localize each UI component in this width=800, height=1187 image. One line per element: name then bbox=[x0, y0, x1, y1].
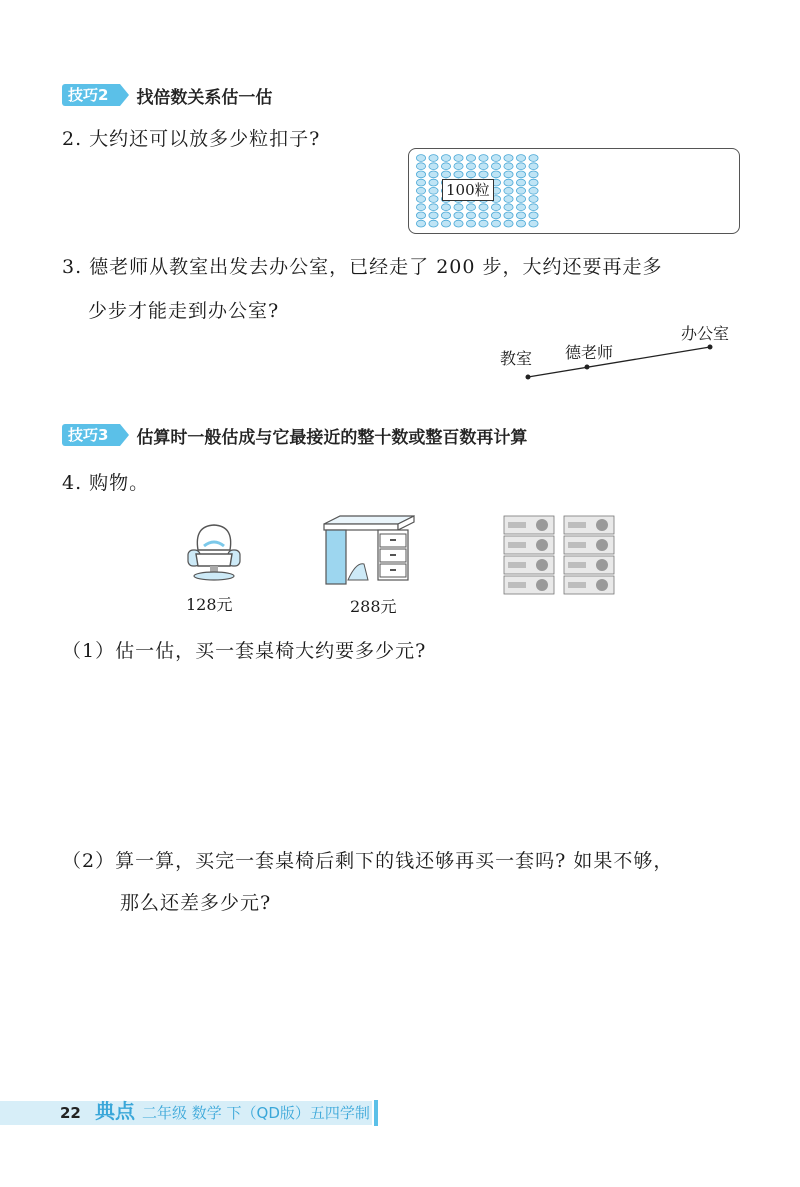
button-dot bbox=[416, 155, 425, 162]
button-dot bbox=[454, 212, 463, 219]
button-dot bbox=[516, 187, 525, 194]
button-dot bbox=[529, 212, 538, 219]
button-dot bbox=[504, 179, 513, 186]
button-dot bbox=[529, 155, 538, 162]
button-dot bbox=[529, 196, 538, 203]
book-title: 二年级 数学 下（QD版）五四学制 bbox=[142, 1104, 370, 1122]
banknote-band bbox=[568, 562, 586, 568]
button-dot bbox=[429, 171, 438, 178]
button-dot bbox=[516, 196, 525, 203]
chair-icon bbox=[184, 520, 244, 582]
button-dot bbox=[529, 187, 538, 194]
button-dot bbox=[491, 212, 500, 219]
button-dot bbox=[466, 204, 475, 211]
button-dot bbox=[491, 155, 500, 162]
button-dot bbox=[516, 212, 525, 219]
button-dot bbox=[416, 196, 425, 203]
banknote-portrait bbox=[596, 579, 608, 591]
banknote-band bbox=[568, 542, 586, 548]
button-dot bbox=[429, 187, 438, 194]
button-dot bbox=[516, 220, 525, 227]
button-dot bbox=[491, 163, 500, 170]
button-dot bbox=[429, 196, 438, 203]
question-3-line-1: 3. 德老师从教室出发去办公室，已经走了 200 步，大约还要再走多 bbox=[62, 256, 663, 278]
banknote-portrait bbox=[536, 579, 548, 591]
banknote-portrait bbox=[596, 539, 608, 551]
button-dot bbox=[441, 220, 450, 227]
tip-3-text: 估算时一般估成与它最接近的整十数或整百数再计算 bbox=[136, 427, 528, 448]
banknote-band bbox=[568, 582, 586, 588]
button-dot bbox=[491, 220, 500, 227]
footer-divider bbox=[374, 1100, 378, 1126]
button-dot bbox=[529, 163, 538, 170]
question-4-title: 4. 购物。 bbox=[62, 472, 150, 494]
button-dot bbox=[466, 171, 475, 178]
button-dot bbox=[441, 155, 450, 162]
tip-2-header bbox=[62, 84, 272, 106]
banknote-band bbox=[508, 562, 526, 568]
page-number: 22 bbox=[60, 1104, 81, 1122]
banknote-band bbox=[508, 522, 526, 528]
banknote-band bbox=[568, 522, 586, 528]
question-4-part-1: （1）估一估，买一套桌椅大约要多少元? bbox=[62, 640, 427, 662]
button-dot bbox=[516, 163, 525, 170]
desk-price: 288元 bbox=[350, 597, 397, 616]
button-dot bbox=[454, 155, 463, 162]
button-dot bbox=[504, 220, 513, 227]
tip-3-header bbox=[62, 424, 527, 446]
button-dot bbox=[454, 220, 463, 227]
button-dot bbox=[454, 163, 463, 170]
button-dot bbox=[529, 171, 538, 178]
button-dot bbox=[504, 187, 513, 194]
banknote-portrait bbox=[596, 519, 608, 531]
question-4-part-2-line-2: 那么还差多少元? bbox=[120, 892, 272, 914]
button-dot bbox=[504, 204, 513, 211]
button-dot bbox=[454, 171, 463, 178]
button-dot bbox=[416, 171, 425, 178]
banknote-portrait bbox=[536, 519, 548, 531]
publisher-logo: 典点 bbox=[95, 1099, 135, 1123]
question-2: 2. 大约还可以放多少粒扣子? bbox=[62, 128, 321, 150]
button-dot bbox=[504, 155, 513, 162]
button-dot bbox=[479, 212, 488, 219]
button-dot bbox=[479, 155, 488, 162]
tip-2-badge: 技巧2 bbox=[62, 84, 120, 106]
button-dot bbox=[416, 187, 425, 194]
button-dot bbox=[466, 212, 475, 219]
question-4-part-2-line-1: （2）算一算，买完一套桌椅后剩下的钱还够再买一套吗? 如果不够， bbox=[62, 850, 674, 872]
button-dot bbox=[479, 171, 488, 178]
button-dot bbox=[466, 155, 475, 162]
label-teacher: 德老师 bbox=[565, 343, 614, 362]
label-classroom: 教室 bbox=[500, 349, 533, 368]
office-point bbox=[708, 345, 713, 350]
tip-2-text: 找倍数关系估一估 bbox=[136, 87, 273, 108]
chair-price: 128元 bbox=[186, 595, 233, 614]
teacher-point bbox=[585, 365, 590, 370]
button-dot bbox=[516, 171, 525, 178]
button-dot bbox=[479, 204, 488, 211]
button-dot bbox=[454, 204, 463, 211]
button-dot bbox=[416, 220, 425, 227]
button-dot bbox=[441, 163, 450, 170]
button-dot bbox=[416, 179, 425, 186]
button-dot bbox=[516, 179, 525, 186]
button-dot bbox=[479, 163, 488, 170]
banknote-portrait bbox=[596, 559, 608, 571]
button-dot bbox=[429, 179, 438, 186]
button-dot bbox=[504, 163, 513, 170]
button-dot bbox=[416, 204, 425, 211]
button-dot bbox=[466, 220, 475, 227]
button-dot bbox=[491, 171, 500, 178]
question-3-line-2: 少步才能走到办公室? bbox=[88, 300, 280, 322]
banknote-portrait bbox=[536, 559, 548, 571]
banknotes-icon bbox=[502, 514, 618, 598]
button-dot bbox=[529, 204, 538, 211]
button-dot bbox=[491, 204, 500, 211]
button-dot bbox=[529, 179, 538, 186]
banknote-band bbox=[508, 582, 526, 588]
button-dot bbox=[429, 204, 438, 211]
path-diagram bbox=[520, 340, 720, 382]
button-dot bbox=[429, 220, 438, 227]
button-dot bbox=[479, 220, 488, 227]
button-dot bbox=[529, 220, 538, 227]
button-dot bbox=[429, 155, 438, 162]
button-dot bbox=[516, 155, 525, 162]
button-dot bbox=[441, 212, 450, 219]
button-dot bbox=[429, 212, 438, 219]
buttons-count-label: 100粒 bbox=[442, 179, 494, 201]
button-dot bbox=[416, 212, 425, 219]
button-dot bbox=[416, 163, 425, 170]
label-office: 办公室 bbox=[681, 324, 730, 343]
classroom-point bbox=[526, 375, 531, 380]
button-dot bbox=[516, 204, 525, 211]
button-dot bbox=[466, 163, 475, 170]
button-dot bbox=[504, 212, 513, 219]
button-dot bbox=[504, 196, 513, 203]
button-dot bbox=[504, 171, 513, 178]
tip-3-badge: 技巧3 bbox=[62, 424, 120, 446]
button-dot bbox=[429, 163, 438, 170]
banknote-band bbox=[508, 542, 526, 548]
banknote-portrait bbox=[536, 539, 548, 551]
button-dot bbox=[441, 204, 450, 211]
desk-icon bbox=[322, 514, 416, 588]
button-dot bbox=[441, 171, 450, 178]
